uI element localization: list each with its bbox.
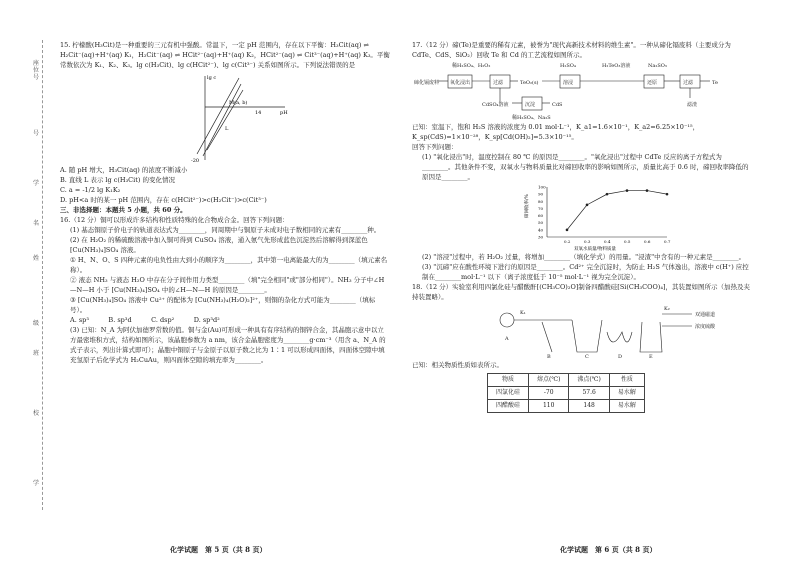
section-heading: 三、非选择题：本题共 5 小题，共 60 分。 (60, 206, 187, 214)
table-cell: 四醋酸硅 (488, 400, 529, 413)
chart-point (646, 189, 649, 192)
q18-table-intro: 已知：相关物质性质如表所示。 (412, 361, 503, 369)
flow-node: 沉淀 (525, 102, 536, 108)
q15-option-d: D. pH<a 时的某一 pH 范围内，存在 c(HCit²⁻)>c(H₂Cit⁻)>c(Cit³⁻) (60, 196, 267, 204)
apparatus-label: E (649, 354, 653, 360)
chart-y-tick: 60 (538, 213, 544, 219)
apparatus-label: 双通磁道 (695, 312, 716, 318)
q17-info: 已知：室温下，饱和 H₂S 溶液的浓度为 0.01 mol·L⁻¹，K_a1=1.6×10⁻¹，K_a2=6.25×10⁻¹⁵，K_sp(CdS)=1×10⁻²⁸，K_sp[Cd(OH)₂]=5.3×10⁻¹⁵。 (412, 123, 700, 141)
right-column (412, 40, 752, 413)
chart-point (566, 229, 569, 232)
flow-node: CdSO₄溶液 (482, 102, 509, 108)
q17-sub3: (3) "沉碲"应在酸性环境下进行的原因是________。Cd²⁺ 完全沉淀时，为防止 H₂S 气体逸出，溶液中 c(H⁺) 应控制在________mol·L⁻¹ 以下（离子浓度低于 10⁻⁵ mol·L⁻¹ 视为完全沉淀）。 (422, 263, 749, 281)
chart-point (626, 189, 629, 192)
apparatus-label: K₂ (664, 306, 670, 312)
chart-y-tick: 100 (538, 184, 546, 190)
flow-reagent: H₂SO₄ (560, 63, 576, 69)
left-page-footer: 化学试题 第 5 页（共 8 页） (170, 545, 267, 554)
apparatus-label: B (547, 354, 551, 360)
chart-x-tick: 0.5 (624, 239, 631, 244)
thermometer-b (542, 322, 552, 352)
recovery-chart (522, 182, 672, 252)
chart-x-label: 双氧水质量/物料质量 (574, 247, 617, 252)
chart-point (666, 193, 669, 196)
chart-y-tick: 40 (538, 227, 544, 233)
q16-sub2-options: A. sp³ B. sp³d C. dsp² D. sp³d² (70, 316, 220, 324)
binding-text: 号 (32, 130, 39, 137)
q17-stem: 17.（12 分）碲(Te)是重要的稀有元素，被誉为"现代高新技术材料的维生素"。一种从碲化镉废料（主要成分为 CdTe、CdS、SiO₂）回收 Te 和 Cd 的工艺流程如图所示。 (412, 41, 731, 59)
binding-line (30, 40, 43, 510)
q16-sub3: (3) 已知：N_A 为阿伏加德罗常数的值。铜与金(Au)可形成一种具有有序结构的铜锌合金，其晶胞示意中以立方最密堆积方式，结构如图所示，该晶胞参数为 a nm，该合金晶胞密度为________g·cm⁻³（用含 a、N_A 的式子表示，列出计算式即可）；晶胞中铜原子与金原子以原子数之比为 1∶1 可以形成四面体，四面体空隙中填充氢原子后化学式为 H₂CuAu，则四面体空隙的填充率为________。 (70, 326, 386, 364)
table-cell: 四氯化硅 (488, 387, 529, 400)
binding-text: 校 (32, 410, 39, 417)
flask-e (640, 322, 662, 352)
right-page-footer: 化学试题 第 6 页（共 8 页） (560, 545, 657, 554)
chart-x-tick: 0.3 (584, 239, 591, 244)
binding-text: 学 (32, 480, 39, 487)
flow-node: 溶浸 (563, 80, 574, 86)
q16-sub1: (1) 基态铜原子价电子的轨道表达式为________，同周期中与铜原子未成对电子数相同的元素有________种。 (70, 226, 381, 234)
chart-point (586, 204, 589, 207)
chart-x-tick: 0.7 (664, 239, 671, 244)
binding-text: 座位号 (32, 60, 39, 81)
q17-sub1: (1) "氧化浸出"时，温度控制在 80 ℃ 的原因是________。"氧化浸出"过程中 CdTe 反应的离子方程式为________。其他条件不变，双氧水与物料质量比对碲回收率的影响如图所示，质量比高于 0.6 时，碲回收率降低的原因是________。 (422, 153, 749, 181)
chart-y-tick: 80 (538, 198, 544, 204)
flow-node: 还原 (647, 80, 658, 86)
table-cell: 易水解 (609, 400, 644, 413)
table-cell: 易水解 (609, 387, 644, 400)
q15-option-b: B. 直线 L 表示 lg c(H₃Cit) 的变化情况 (60, 176, 175, 184)
y-axis-label: lg c (207, 75, 217, 81)
flow-reagent: 稀H₂SO₄、H₂O₂ (452, 63, 491, 69)
flask-c (572, 320, 602, 352)
binding-text: 姓 (32, 255, 39, 262)
q17-flowchart (412, 60, 752, 122)
line-L (207, 90, 243, 150)
chart-y-tick: 90 (538, 191, 544, 197)
chart-y-tick: 70 (538, 205, 544, 211)
table-cell: 148 (569, 400, 609, 413)
apparatus-label: A (505, 336, 509, 342)
point-label: M(a, b) (229, 100, 248, 106)
apparatus-label: K₁ (520, 310, 526, 316)
binding-text: 名 (32, 220, 39, 227)
table-row (488, 400, 645, 413)
line-1 (197, 78, 239, 154)
u-tube-d (607, 332, 632, 342)
x-tick-14: 14 (255, 110, 262, 116)
q16-stem: 16.（12 分）铜可以形成许多结构和性质特殊的化合物成合金。回答下列问题： (60, 216, 289, 224)
binding-text: 级 (32, 320, 39, 327)
x-axis-label: pH (280, 110, 288, 116)
chart-series-line (567, 191, 667, 230)
q16-sub2-1: ① H、N、O、S 四种元素的电负性由大到小的顺序为________，其中第一电离能最大的为________（填元素名称）。 (70, 256, 388, 274)
properties-table (487, 373, 645, 413)
flow-reagent: 稀H₂SO₄、Na₂S (512, 115, 551, 121)
table-header: 熔点(℃) (529, 374, 569, 387)
flow-reagent: H₂TeO₃溶液 (602, 63, 631, 69)
left-column (60, 40, 390, 365)
q16-sub2-3: ③ [Cu(NH₃)₄]SO₄ 溶液中 Cu²⁺ 的配体为 [Cu(NH₃)₄(H₂O)₂]²⁺，则铜的杂化方式可能为________（填标号）。 (70, 296, 376, 314)
binding-text: 班 (32, 350, 39, 357)
q18-stem: 18.（12 分）实验室利用四氯化硅与醋酸酐[(CH₃CO)₂O]制备四醋酸硅[Si(CH₃COO)₄]，其装置如图所示（加热及夹持装置略）。 (412, 283, 750, 301)
table-header: 沸点(℃) (569, 374, 609, 387)
q17-ask: 回答下列问题： (412, 143, 458, 151)
chart-x-tick: 0.4 (604, 239, 611, 244)
flow-node: 过滤 (493, 80, 504, 86)
table-header: 物质 (488, 374, 529, 387)
q15-option-a: A. 随 pH 增大，H₃Cit(aq) 的浓度不断减小 (60, 166, 188, 174)
chart-point (606, 193, 609, 196)
q18-apparatus (412, 302, 752, 360)
chart-y-label: 碲回收率/% (525, 194, 530, 218)
line-L-label: L (225, 126, 229, 132)
table-header-row (488, 374, 645, 387)
flow-node: CdS (552, 102, 563, 108)
apparatus-label: D (618, 354, 623, 360)
chart-x-tick: 0.6 (644, 239, 651, 244)
flow-node: 氧化浸出 (450, 80, 471, 86)
flow-reagent: Na₂SO₃ (648, 63, 667, 69)
flow-node: TeO₂(s) (520, 80, 539, 86)
y-min-label: -20 (191, 158, 200, 164)
q15-stem: 15. 柠檬酸(H₃Cit)是一种重要的三元有机中强酸。常温下，一定 pH 范围内，存在以下平衡：H₃Cit(aq) ⇌ H₂Cit⁻(aq)+H⁺(aq) K₁，H₂Cit⁻(aq) ⇌ HCit²⁻(aq)+H⁺(aq) K₂，HCit²⁻(aq) ⇌ Cit³⁻(aq)+H⁺(aq) K₃。平衡常数依次为 K₁、K₂、K₃。lg c(H₃Cit)、lg c(HCit²⁻)、lg c(Cit³⁻) 关系如图所示。下列说法错误的是 (60, 41, 390, 69)
q16-sub2-2: ② 液态 NH₃ 与液态 H₂O 中存在分子间作用力类型________（填"完全相同"或"部分相同"）。NH₃ 分子中∠H—N—H 小于 [Cu(NH₃)₄]SO₄ 中的∠H—N—H 的原因是________。 (70, 276, 385, 294)
flask-a (500, 313, 514, 327)
apparatus-label: C (585, 354, 589, 360)
q15-graph (185, 70, 295, 165)
flow-node: 碲化镉废料 (414, 80, 440, 86)
chart-y-tick: 30 (538, 234, 544, 240)
q17-sub2: (2) "溶浸"过程中，若 H₂O₂ 过量，将增加________（填化学式）的用量。"浸渣"中含有的一种元素是________。 (422, 253, 746, 261)
table-cell: 57.6 (569, 387, 609, 400)
flow-node: Te (712, 80, 718, 86)
apparatus-label: 浓度硫酸 (695, 324, 716, 330)
line-2 (203, 84, 241, 156)
table-row (488, 387, 645, 400)
chart-y-tick: 50 (538, 220, 544, 226)
table-cell: 110 (529, 400, 569, 413)
q15-option-c: C. a = -1/2 lg K₁K₂ (60, 186, 121, 194)
flow-node: 滤渣 (687, 102, 698, 108)
table-header: 性质 (609, 374, 644, 387)
chart-x-tick: 0.2 (564, 239, 571, 244)
table-cell: -70 (529, 387, 569, 400)
q16-sub2: (2) 在 H₂O₂ 的稀硫酸溶液中加入铜可得到 CuSO₄ 溶液，通入氨气先形成蓝色沉淀然后溶解得到深蓝色 [Cu(NH₃)₄]SO₄ 溶液。 (70, 236, 368, 254)
flow-node: 过滤 (683, 80, 694, 86)
binding-text: 学 (32, 180, 39, 187)
